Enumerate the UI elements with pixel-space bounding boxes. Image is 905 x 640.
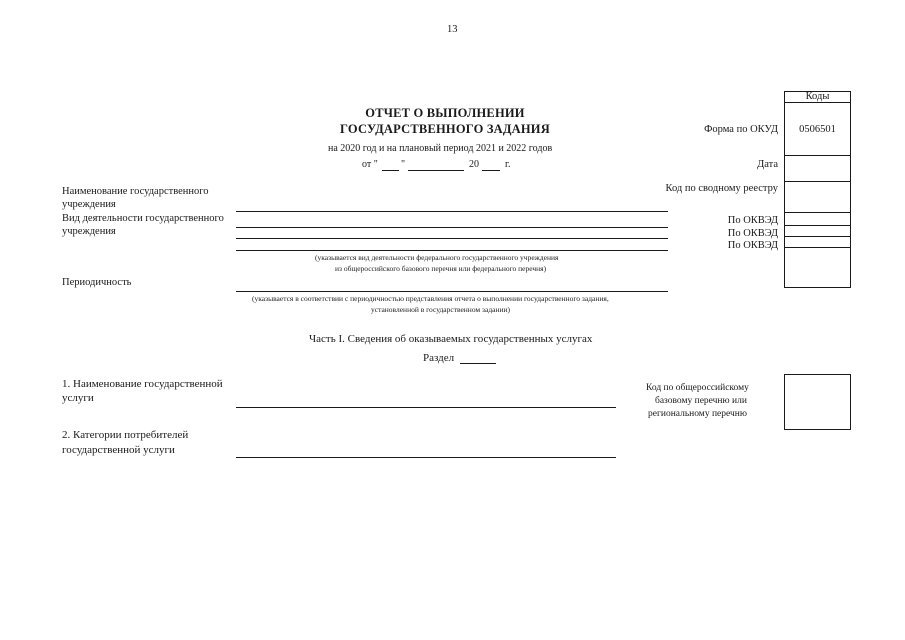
- consumers-label: 2. Категории потребителей: [62, 429, 189, 441]
- code-date-value[interactable]: [785, 156, 851, 182]
- codes-table: [784, 91, 851, 288]
- date-month-line[interactable]: [408, 170, 464, 171]
- report-period: на 2020 год и на плановый период 2021 и 2022 годов: [328, 143, 553, 154]
- basic-list-code-box[interactable]: [784, 374, 851, 430]
- section-number-line[interactable]: [460, 363, 496, 364]
- period-note-2: установленной в государственном задании): [371, 305, 511, 314]
- activity-note-2: из общероссийского базового перечня или федерального перечня): [335, 264, 547, 273]
- activity-type-line-3[interactable]: [236, 250, 668, 251]
- date-suffix: г.: [505, 159, 511, 170]
- consumers-label-2: государственной услуги: [62, 444, 175, 456]
- institution-name-label: Наименование государственного: [62, 186, 209, 197]
- codes-header: Коды: [785, 92, 851, 103]
- periodicity-label: Периодичность: [62, 277, 132, 288]
- service-name-label: 1. Наименование государственной: [62, 378, 223, 390]
- label-okved-2: По ОКВЭД: [727, 228, 778, 239]
- report-title-line1: ОТЧЕТ О ВЫПОЛНЕНИИ: [365, 106, 525, 120]
- activity-type-line-1[interactable]: [236, 227, 668, 228]
- label-registry: Код по сводному реестру: [665, 183, 778, 194]
- code-okved2-value[interactable]: [785, 226, 851, 237]
- basic-list-label-1: Код по общероссийскому: [646, 383, 749, 393]
- activity-note-1: (указывается вид деятельности федерального государственного учреждения: [315, 253, 559, 262]
- code-okved3-value[interactable]: [785, 237, 851, 248]
- code-okud-value: 0506501: [785, 103, 851, 156]
- activity-type-label-2: учреждения: [62, 226, 116, 237]
- section-label: Раздел: [423, 352, 455, 364]
- basic-list-label-3: региональному перечню: [648, 409, 747, 419]
- date-prefix: от ": [362, 159, 378, 170]
- date-quote: ": [401, 159, 406, 170]
- code-extra-value[interactable]: [785, 248, 851, 288]
- activity-type-line-2[interactable]: [236, 238, 668, 239]
- label-okved-1: По ОКВЭД: [727, 215, 778, 226]
- period-note-1: (указывается в соответствии с периодичностью представления отчета о выполнении государственного задания,: [252, 294, 609, 303]
- date-year-line[interactable]: [482, 170, 500, 171]
- institution-name-line[interactable]: [236, 211, 668, 212]
- date-year-prefix: 20: [469, 159, 479, 170]
- report-title-line2: ГОСУДАРСТВЕННОГО ЗАДАНИЯ: [340, 122, 550, 136]
- date-day-line[interactable]: [382, 170, 399, 171]
- page-number: 13: [447, 24, 458, 35]
- code-okved1-value[interactable]: [785, 213, 851, 226]
- part-heading: Часть I. Сведения об оказываемых государственных услугах: [309, 333, 593, 345]
- code-registry-value[interactable]: [785, 182, 851, 213]
- service-name-line[interactable]: [236, 407, 616, 408]
- institution-name-label-2: учреждения: [62, 199, 116, 210]
- consumers-line[interactable]: [236, 457, 616, 458]
- label-okved-3: По ОКВЭД: [727, 240, 778, 251]
- label-okud: Форма по ОКУД: [704, 124, 778, 135]
- service-name-label-2: услуги: [62, 392, 94, 404]
- activity-type-label: Вид деятельности государственного: [62, 213, 224, 224]
- label-date: Дата: [757, 159, 778, 170]
- basic-list-label-2: базовому перечню или: [655, 396, 747, 406]
- periodicity-line[interactable]: [236, 291, 668, 292]
